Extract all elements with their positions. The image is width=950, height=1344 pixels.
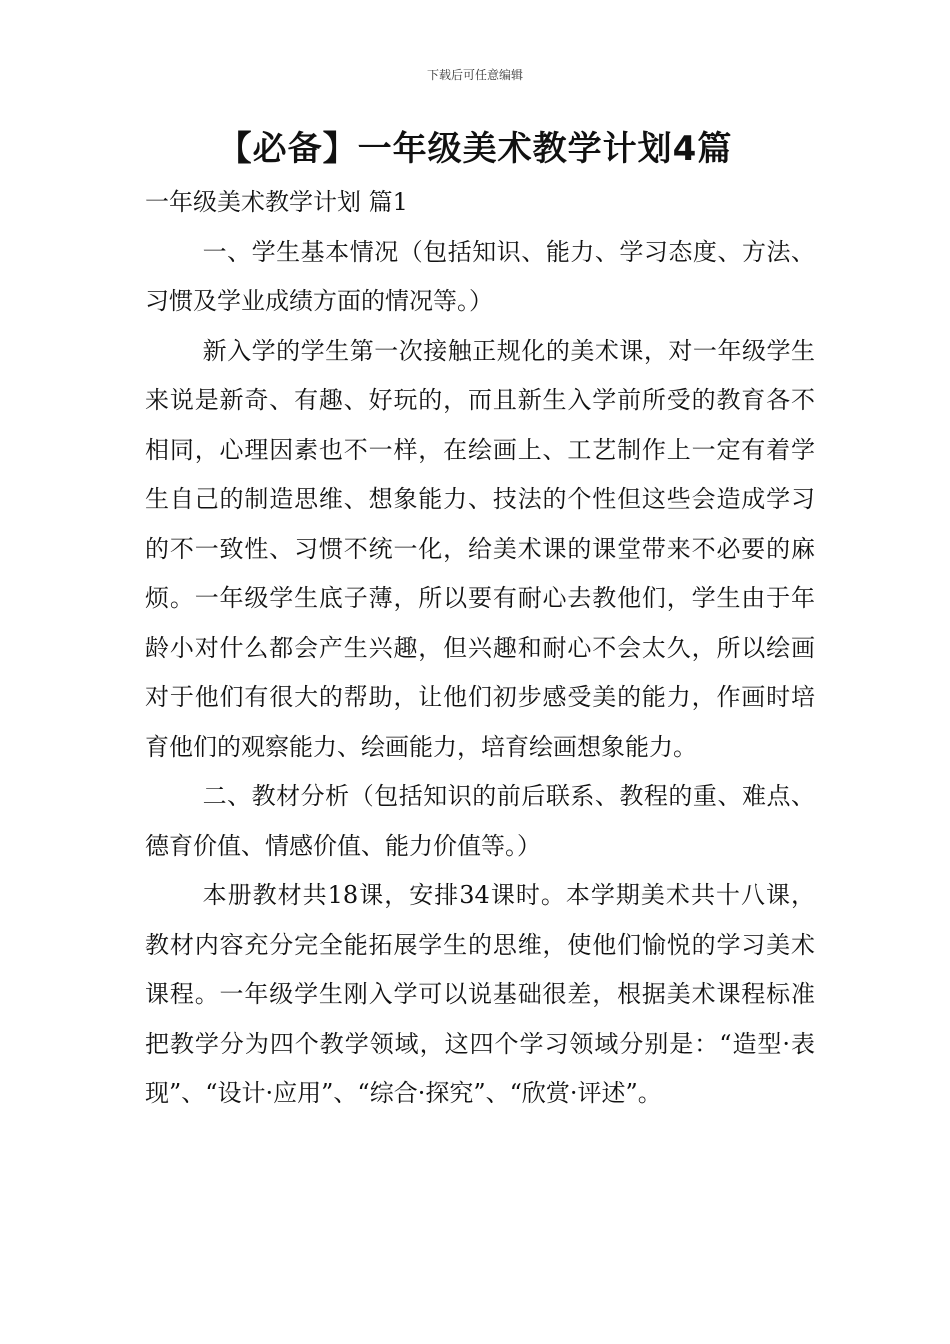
document-title: 【必备】一年级美术教学计划4篇 (217, 129, 733, 169)
header-note: 下载后可任意编辑 (426, 68, 523, 82)
paragraph-student-situation: 新入学的学生第一次接触正规化的美术课，对一年级学生来说是新奇、有趣、好玩的，而且新生入学前所受的教育各不相同，心理因素也不一样，在绘画上、工艺制作上一定有着学生自己的制造思维、想象能力、技法的个性但这些会造成学习的不一致性、习惯不统一化，给美术课的课堂带来不必要的麻烦。一年级学生底子薄，所以要有耐心去教他们，学生由于年龄小对什么都会产生兴趣，但兴趣和耐心不会太久，所以绘画对于他们有很大的帮助，让他们初步感受美的能力，作画时培育他们的观察能力、绘画能力，培育绘画想象能力。 (145, 336, 815, 761)
paragraph-student-situation-heading: 一、学生基本情况（包括知识、能力、学习态度、方法、习惯及学业成绩方面的情况等。） (145, 237, 815, 315)
paragraph-textbook-analysis-heading: 二、教材分析（包括知识的前后联系、教程的重、难点、德育价值、情感价值、能力价值等。） (145, 782, 815, 860)
paragraph-textbook-analysis: 本册教材共18课，安排34课时。本学期美术共十八课，教材内容充分完全能拓展学生的思维，使他们愉悦的学习美术课程。一年级学生刚入学可以说基础很差，根据美术课程标准把教学分为四个教学领域，这四个学习领域分别是：“造型·表现”、“设计·应用”、“综合·探究”、“欣赏·评述”。 (145, 881, 815, 1107)
section-subtitle: 一年级美术教学计划 篇1 (145, 188, 408, 216)
document-body (145, 178, 815, 1119)
